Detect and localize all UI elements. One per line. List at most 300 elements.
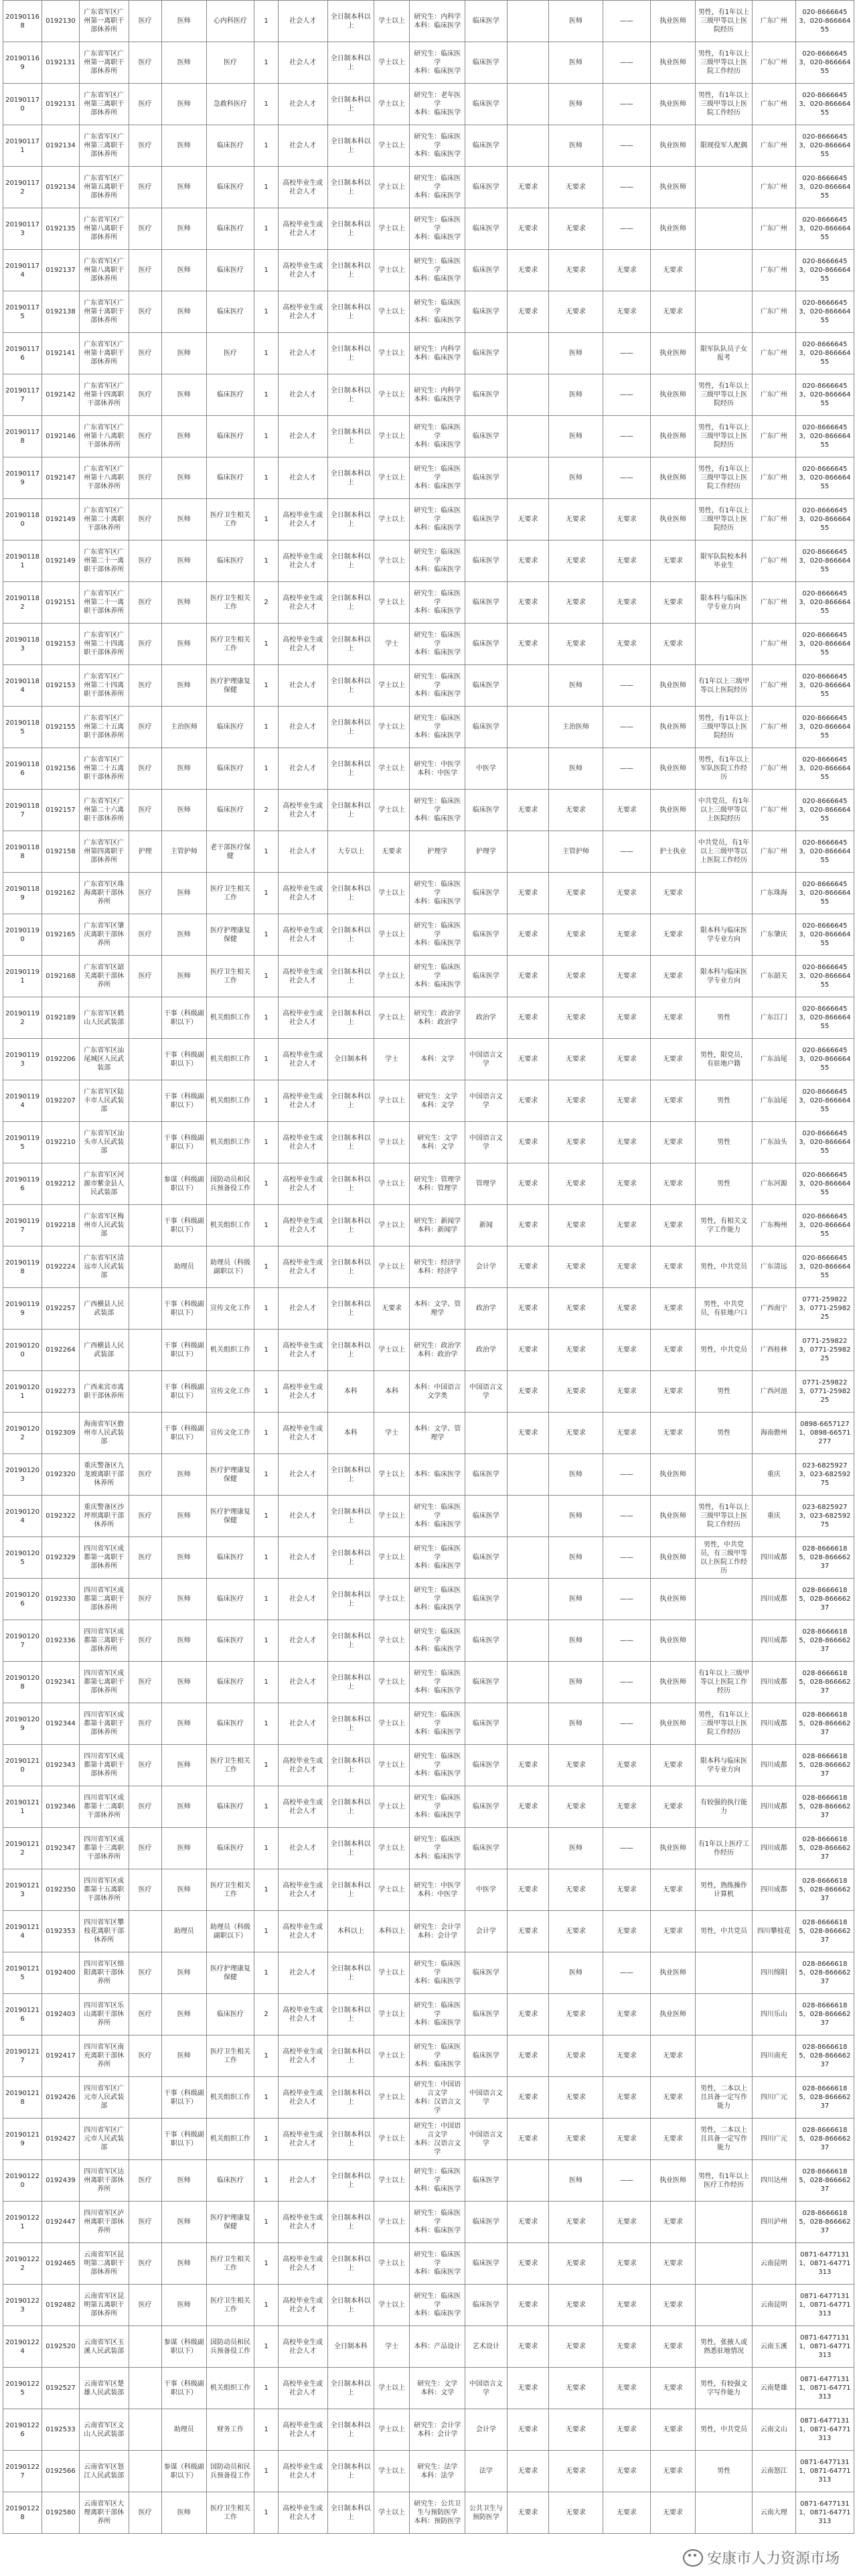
cell-location: 广东广州 — [752, 374, 795, 416]
cell-contact-phone: 020-86666453，020-86666455 — [795, 1122, 854, 1163]
cell-major: 研究生：临床医学 本科：临床医学 — [410, 1620, 465, 1662]
cell-job-code: 201901187 — [3, 790, 42, 831]
cell-unit-name: 四川省军区绵阳离职干部休养所 — [79, 1952, 129, 1994]
cell-job-code: 201901211 — [3, 1786, 42, 1828]
cell-major-category: 临床医学 — [465, 665, 508, 707]
cell-position-code: 0192417 — [42, 2035, 80, 2077]
cell-work-content: 机关组织工作 — [206, 1330, 254, 1371]
cell-headcount: 1 — [254, 1122, 279, 1163]
cell-major: 本科：文学 — [410, 1039, 465, 1080]
cell-unit-name: 广东省军区梅州市人民武装部 — [79, 1205, 129, 1246]
cell-title: 医师 — [549, 1662, 603, 1703]
table-row — [3, 374, 854, 416]
cell-job-code: 201901228 — [3, 2492, 42, 2534]
cell-contact-phone: 0871-64771311，0871-64771313 — [795, 2326, 854, 2368]
cell-category: 医疗 — [129, 2160, 161, 2202]
cell-category: 医疗 — [129, 956, 161, 997]
cell-education: 全日制本科以上 — [327, 291, 374, 333]
cell-major-category: 临床医学 — [465, 374, 508, 416]
cell-political-status: 无要求 — [507, 499, 549, 541]
table-row — [3, 1537, 854, 1579]
cell-education: 大专以上 — [327, 831, 374, 873]
cell-other-requirements: 男性，中共党员 — [696, 1330, 753, 1371]
cell-title: 无要求 — [549, 914, 603, 956]
cell-major-category: 中国语言文学 — [465, 2077, 508, 2119]
cell-degree: 学士以上 — [374, 1828, 410, 1869]
cell-location: 广西南宁 — [752, 1288, 795, 1330]
cell-position-name: 干事（科级副职以下） — [161, 997, 206, 1039]
table-row — [3, 873, 854, 914]
cell-unit-name: 广东省军区韶关离职干部休养所 — [79, 956, 129, 997]
cell-category: 医疗 — [129, 1662, 161, 1703]
cell-position-name: 医师 — [161, 956, 206, 997]
cell-work-content: 临床医疗 — [206, 208, 254, 250]
cell-category: 医疗 — [129, 42, 161, 84]
cell-work-content: 机关组织工作 — [206, 1122, 254, 1163]
cell-other-requirements — [696, 208, 753, 250]
cell-cert-level: —— — [603, 748, 650, 790]
cell-work-content: 医疗 — [206, 42, 254, 84]
cell-political-status: 无要求 — [507, 997, 549, 1039]
cell-political-status: 无要求 — [507, 2077, 549, 2119]
cell-position-code: 0192153 — [42, 624, 80, 665]
cell-degree: 学士以上 — [374, 416, 410, 457]
cell-qualification: 无要求 — [651, 1869, 696, 1911]
table-row — [3, 1828, 854, 1869]
cell-headcount: 1 — [254, 831, 279, 873]
cell-unit-name: 广东省军区广州第十离职干部休养所 — [79, 333, 129, 374]
cell-location: 广东广州 — [752, 748, 795, 790]
cell-political-status: 无要求 — [507, 1039, 549, 1080]
cell-category: 医疗 — [129, 914, 161, 956]
cell-unit-name: 四川省军区成都第十二离职干部休养所 — [79, 1786, 129, 1828]
cell-contact-phone: 028-86666185，028-86666237 — [795, 1579, 854, 1620]
cell-title: 医师 — [549, 1620, 603, 1662]
cell-job-code: 201901227 — [3, 2451, 42, 2492]
cell-position-name: 医师 — [161, 333, 206, 374]
watermark-text: 安康市人力资源市场 — [706, 2551, 840, 2567]
cell-position-code: 0192157 — [42, 790, 80, 831]
cell-title: 无要求 — [549, 541, 603, 582]
cell-qualification: 无要求 — [651, 2409, 696, 2451]
cell-other-requirements: 男性，有1年以上三级甲等以上医院工作经历 — [696, 457, 753, 499]
cell-other-requirements — [696, 1994, 753, 2035]
cell-headcount: 1 — [254, 2326, 279, 2368]
cell-major-category: 临床医学 — [465, 1994, 508, 2035]
cell-cert-level: 无要求 — [603, 1786, 650, 1828]
cell-qualification: 执业医师 — [651, 1952, 696, 1994]
cell-contact-phone: 028-86666185，028-86666237 — [795, 1994, 854, 2035]
cell-major: 本科：中国语言文学类 — [410, 1371, 465, 1413]
cell-position-name: 医师 — [161, 914, 206, 956]
cell-headcount: 1 — [254, 1205, 279, 1246]
cell-location: 广东清远 — [752, 1246, 795, 1288]
cell-education: 全日制本科以上 — [327, 1246, 374, 1288]
cell-cert-level: 无要求 — [603, 2077, 650, 2119]
cell-recruit-target: 高校毕业生或社会人才 — [278, 873, 327, 914]
table-row — [3, 84, 854, 125]
cell-position-name: 干事（科级副职以下） — [161, 2119, 206, 2160]
cell-headcount: 1 — [254, 1080, 279, 1122]
cell-degree: 学士以上 — [374, 748, 410, 790]
cell-degree: 学士以上 — [374, 2243, 410, 2285]
cell-recruit-target: 高校毕业生或社会人才 — [278, 956, 327, 997]
cell-other-requirements: 男性 — [696, 1080, 753, 1122]
cell-qualification: 执业医师 — [651, 1579, 696, 1620]
cell-position-name: 医师 — [161, 1703, 206, 1745]
cell-degree: 学士以上 — [374, 1454, 410, 1496]
cell-qualification: 无要求 — [651, 1745, 696, 1786]
cell-cert-level: 无要求 — [603, 1246, 650, 1288]
cell-title: 无要求 — [549, 167, 603, 208]
cell-contact-phone: 0871-64771311，0871-64771313 — [795, 2285, 854, 2326]
cell-headcount: 1 — [254, 1745, 279, 1786]
cell-education: 全日制本科以上 — [327, 2119, 374, 2160]
cell-qualification: 无要求 — [651, 2368, 696, 2409]
cell-cert-level: 无要求 — [603, 873, 650, 914]
cell-major: 护理学 — [410, 831, 465, 873]
cell-title: 无要求 — [549, 1330, 603, 1371]
cell-cert-level: 无要求 — [603, 2451, 650, 2492]
cell-job-code: 201901209 — [3, 1703, 42, 1745]
cell-title: 无要求 — [549, 873, 603, 914]
cell-major: 研究生：临床医学 本科：临床医学 — [410, 1703, 465, 1745]
cell-category: 医疗 — [129, 790, 161, 831]
cell-contact-phone: 020-86666453，020-86666455 — [795, 873, 854, 914]
cell-major: 研究生：文学 本科：文学 — [410, 2368, 465, 2409]
table-row — [3, 167, 854, 208]
cell-major-category: 临床医学 — [465, 2285, 508, 2326]
cell-cert-level: 无要求 — [603, 2409, 650, 2451]
cell-job-code: 201901213 — [3, 1869, 42, 1911]
cell-category: 医疗 — [129, 1579, 161, 1620]
cell-major-category: 会计学 — [465, 1246, 508, 1288]
cell-degree: 学士以上 — [374, 2119, 410, 2160]
cell-major: 研究生：临床医学 本科：临床医学 — [410, 1952, 465, 1994]
cell-title: 无要求 — [549, 2326, 603, 2368]
cell-contact-phone: 028-86666185，028-86666237 — [795, 1662, 854, 1703]
cell-recruit-target: 高校毕业生或社会人才 — [278, 2326, 327, 2368]
cell-degree: 学士以上 — [374, 2077, 410, 2119]
cell-title: 无要求 — [549, 2368, 603, 2409]
cell-major-category: 中国语言文学 — [465, 1122, 508, 1163]
cell-recruit-target: 高校毕业生或社会人才 — [278, 1330, 327, 1371]
cell-category: 医疗 — [129, 873, 161, 914]
cell-education: 全日制本科以上 — [327, 1620, 374, 1662]
cell-position-name: 医师 — [161, 1662, 206, 1703]
cell-category: 医疗 — [129, 84, 161, 125]
cell-major-category: 临床医学 — [465, 167, 508, 208]
cell-political-status: 无要求 — [507, 914, 549, 956]
cell-position-name: 医师 — [161, 582, 206, 624]
cell-title: 无要求 — [549, 1911, 603, 1952]
cell-recruit-target: 社会人才 — [278, 707, 327, 748]
cell-education: 全日制本科以上 — [327, 956, 374, 997]
cell-category: 医疗 — [129, 250, 161, 291]
cell-title: 无要求 — [549, 997, 603, 1039]
cell-recruit-target: 高校毕业生或社会人才 — [278, 997, 327, 1039]
cell-position-code: 0192165 — [42, 914, 80, 956]
cell-work-content: 医疗 — [206, 333, 254, 374]
cell-unit-name: 广东省军区汕头市人民武装部 — [79, 1122, 129, 1163]
cell-unit-name: 广东省军区广州第十八离职干部休养所 — [79, 416, 129, 457]
cell-other-requirements — [696, 1454, 753, 1496]
cell-work-content: 国防动员和民兵预备役工作 — [206, 2451, 254, 2492]
cell-job-code: 201901224 — [3, 2326, 42, 2368]
cell-position-name: 医师 — [161, 250, 206, 291]
cell-major-category: 会计学 — [465, 2409, 508, 2451]
cell-unit-name: 广东省军区汕尾城区人民武装部 — [79, 1039, 129, 1080]
cell-education: 全日制本科以上 — [327, 1496, 374, 1537]
cell-work-content: 宣传文化工作 — [206, 1413, 254, 1454]
cell-qualification: 无要求 — [651, 2202, 696, 2243]
cell-position-code: 0192162 — [42, 873, 80, 914]
cell-category: 医疗 — [129, 1869, 161, 1911]
cell-location: 四川成都 — [752, 1703, 795, 1745]
cell-contact-phone: 028-86666185，028-86666237 — [795, 2035, 854, 2077]
cell-political-status — [507, 84, 549, 125]
cell-education: 全日制本科以上 — [327, 1869, 374, 1911]
cell-category: 医疗 — [129, 582, 161, 624]
table-row — [3, 2160, 854, 2202]
cell-position-name: 医师 — [161, 2202, 206, 2243]
cell-degree: 学士以上 — [374, 291, 410, 333]
cell-location: 广东广州 — [752, 499, 795, 541]
cell-recruit-target: 高校毕业生或社会人才 — [278, 2492, 327, 2534]
cell-title: 医师 — [549, 665, 603, 707]
cell-contact-phone: 028-86666185，028-86666237 — [795, 2077, 854, 2119]
cell-education: 全日制本科以上 — [327, 2492, 374, 2534]
cell-major: 研究生：临床医学 本科：临床医学 — [410, 1496, 465, 1537]
cell-work-content: 临床医疗 — [206, 748, 254, 790]
cell-unit-name: 云南省军区昆明第二离职干部休养所 — [79, 2243, 129, 2285]
cell-cert-level: 无要求 — [603, 541, 650, 582]
cell-work-content: 机关组织工作 — [206, 997, 254, 1039]
cell-degree: 学士 — [374, 1039, 410, 1080]
cell-political-status — [507, 1952, 549, 1994]
cell-position-name: 医师 — [161, 624, 206, 665]
cell-category: 医疗 — [129, 1620, 161, 1662]
cell-category — [129, 2077, 161, 2119]
cell-degree: 学士以上 — [374, 1703, 410, 1745]
cell-qualification: 执业医师 — [651, 499, 696, 541]
cell-political-status — [507, 374, 549, 416]
cell-degree: 学士以上 — [374, 1080, 410, 1122]
table-row — [3, 291, 854, 333]
cell-other-requirements — [696, 1952, 753, 1994]
cell-contact-phone: 020-86666453，020-86666455 — [795, 831, 854, 873]
cell-political-status: 无要求 — [507, 624, 549, 665]
cell-position-name: 医师 — [161, 457, 206, 499]
cell-title: 无要求 — [549, 1080, 603, 1122]
cell-other-requirements: 男性 — [696, 997, 753, 1039]
cell-category — [129, 1330, 161, 1371]
cell-qualification: 执业医师 — [651, 84, 696, 125]
cell-recruit-target: 高校毕业生或社会人才 — [278, 1122, 327, 1163]
cell-political-status: 无要求 — [507, 1911, 549, 1952]
cell-recruit-target: 社会人才 — [278, 1620, 327, 1662]
cell-cert-level: —— — [603, 374, 650, 416]
cell-contact-phone: 020-86666453，020-86666455 — [795, 624, 854, 665]
cell-major: 研究生：文学 本科：文学 — [410, 1122, 465, 1163]
cell-unit-name: 云南省军区昆明第五离职干部休养所 — [79, 2285, 129, 2326]
cell-title: 医师 — [549, 1, 603, 42]
cell-job-code: 201901184 — [3, 665, 42, 707]
cell-headcount: 1 — [254, 1454, 279, 1496]
cell-political-status — [507, 457, 549, 499]
cell-contact-phone: 020-86666453，020-86666455 — [795, 333, 854, 374]
table-row — [3, 1620, 854, 1662]
cell-headcount: 2 — [254, 582, 279, 624]
cell-position-code: 0192439 — [42, 2160, 80, 2202]
cell-recruit-target: 高校毕业生或社会人才 — [278, 1371, 327, 1413]
cell-recruit-target: 社会人才 — [278, 1579, 327, 1620]
cell-category: 护理 — [129, 831, 161, 873]
cell-position-name: 医师 — [161, 790, 206, 831]
cell-title: 无要求 — [549, 499, 603, 541]
cell-political-status — [507, 333, 549, 374]
cell-degree: 学士以上 — [374, 707, 410, 748]
cell-job-code: 201901196 — [3, 1163, 42, 1205]
cell-other-requirements: 有1年以上三级甲等以上医院工作经历 — [696, 1662, 753, 1703]
cell-title: 医师 — [549, 1703, 603, 1745]
cell-political-status — [507, 2160, 549, 2202]
cell-location: 四川乐山 — [752, 1994, 795, 2035]
cell-work-content: 国防动员和民兵预备役工作 — [206, 1163, 254, 1205]
cell-category: 医疗 — [129, 541, 161, 582]
cell-headcount: 1 — [254, 1288, 279, 1330]
cell-work-content: 老干部医疗保健 — [206, 831, 254, 873]
cell-headcount: 2 — [254, 790, 279, 831]
cell-location: 四川成都 — [752, 1828, 795, 1869]
cell-major: 研究生：文学 本科：文学 — [410, 1080, 465, 1122]
cell-title: 无要求 — [549, 582, 603, 624]
cell-other-requirements: 男性，有相关文字工作能力 — [696, 1205, 753, 1246]
cell-major-category: 临床医学 — [465, 291, 508, 333]
cell-position-name: 干事（科级副职以下） — [161, 1080, 206, 1122]
cell-location: 四川成都 — [752, 1579, 795, 1620]
cell-recruit-target: 高校毕业生或社会人才 — [278, 2202, 327, 2243]
cell-unit-name: 广东省军区广州第四离职干部休养所 — [79, 831, 129, 873]
cell-degree: 学士以上 — [374, 790, 410, 831]
cell-title: 医师 — [549, 333, 603, 374]
cell-position-code: 0192149 — [42, 499, 80, 541]
cell-location: 广东河源 — [752, 1163, 795, 1205]
cell-job-code: 201901222 — [3, 2243, 42, 2285]
cell-headcount: 1 — [254, 1869, 279, 1911]
cell-title: 无要求 — [549, 624, 603, 665]
cell-unit-name: 云南省军区大理离职干部休养所 — [79, 2492, 129, 2534]
cell-category: 医疗 — [129, 1703, 161, 1745]
cell-education: 全日制本科以上 — [327, 2368, 374, 2409]
cell-major: 研究生：临床医学 本科：临床医学 — [410, 42, 465, 84]
cell-cert-level: 无要求 — [603, 499, 650, 541]
table-row — [3, 1496, 854, 1537]
cell-qualification: 无要求 — [651, 1330, 696, 1371]
cell-work-content: 机关组织工作 — [206, 1039, 254, 1080]
cell-position-name: 主治医师 — [161, 707, 206, 748]
cell-degree: 学士以上 — [374, 914, 410, 956]
cell-location: 广东珠海 — [752, 873, 795, 914]
cell-degree: 本科 — [374, 1371, 410, 1413]
cell-political-status — [507, 1579, 549, 1620]
cell-position-code: 0192344 — [42, 1703, 80, 1745]
table-row — [3, 1288, 854, 1330]
table-row — [3, 2077, 854, 2119]
cell-job-code: 201901212 — [3, 1828, 42, 1869]
cell-other-requirements: 男性，中共党员 — [696, 2409, 753, 2451]
cell-cert-level: —— — [603, 1703, 650, 1745]
cell-education: 全日制本科以上 — [327, 208, 374, 250]
cell-unit-name: 四川省军区攀枝花离职干部休养所 — [79, 1911, 129, 1952]
cell-recruit-target: 高校毕业生或社会人才 — [278, 250, 327, 291]
cell-category: 医疗 — [129, 2492, 161, 2534]
cell-job-code: 201901182 — [3, 582, 42, 624]
cell-category: 医疗 — [129, 2035, 161, 2077]
cell-job-code: 201901185 — [3, 707, 42, 748]
cell-location: 广东广州 — [752, 831, 795, 873]
cell-political-status: 无要求 — [507, 1080, 549, 1122]
cell-position-code: 0192580 — [42, 2492, 80, 2534]
cell-political-status: 无要求 — [507, 2368, 549, 2409]
cell-location: 广东汕尾 — [752, 1080, 795, 1122]
cell-unit-name: 云南省军区楚雄人民武装部 — [79, 2368, 129, 2409]
cell-position-code: 0192329 — [42, 1537, 80, 1579]
cell-political-status — [507, 707, 549, 748]
cell-major: 研究生：临床医学 本科：临床医学 — [410, 790, 465, 831]
cell-political-status — [507, 1, 549, 42]
cell-contact-phone: 0771-2598223，0771-2598225 — [795, 1288, 854, 1330]
cell-unit-name: 四川省军区成都第十离职干部休养所 — [79, 1745, 129, 1786]
cell-major: 研究生：临床医学 本科：临床医学 — [410, 1994, 465, 2035]
cell-qualification: 无要求 — [651, 1911, 696, 1952]
cell-major-category: 临床医学 — [465, 1620, 508, 1662]
cell-position-name: 医师 — [161, 1, 206, 42]
cell-qualification: 无要求 — [651, 2077, 696, 2119]
cell-unit-name: 广东省军区广州第二十五离职干部休养所 — [79, 748, 129, 790]
cell-work-content: 机关组织工作 — [206, 2368, 254, 2409]
cell-headcount: 1 — [254, 167, 279, 208]
cell-major: 研究生：中医学 本科：中医学 — [410, 1869, 465, 1911]
cell-recruit-target: 高校毕业生或社会人才 — [278, 1205, 327, 1246]
cell-location: 四川绵阳 — [752, 1952, 795, 1994]
cell-recruit-target: 高校毕业生或社会人才 — [278, 1413, 327, 1454]
cell-location: 广东汕尾 — [752, 1039, 795, 1080]
cell-headcount: 1 — [254, 2160, 279, 2202]
cell-position-name: 医师 — [161, 1579, 206, 1620]
cell-headcount: 1 — [254, 997, 279, 1039]
job-table-body — [3, 1, 854, 2534]
cell-degree: 学士以上 — [374, 1122, 410, 1163]
cell-location: 广东广州 — [752, 457, 795, 499]
cell-education: 全日制本科以上 — [327, 1205, 374, 1246]
cell-headcount: 2 — [254, 1994, 279, 2035]
cell-title: 医师 — [549, 1828, 603, 1869]
cell-recruit-target: 高校毕业生或社会人才 — [278, 1246, 327, 1288]
cell-position-name: 医师 — [161, 1828, 206, 1869]
cell-education: 本科 — [327, 1371, 374, 1413]
cell-recruit-target: 社会人才 — [278, 1, 327, 42]
cell-unit-name: 广东省军区河源市紫金县人民武装部 — [79, 1163, 129, 1205]
cell-major: 研究生：临床医学 本科：临床医学 — [410, 665, 465, 707]
cell-location: 广东汕头 — [752, 1122, 795, 1163]
cell-recruit-target: 高校毕业生或社会人才 — [278, 790, 327, 831]
table-row — [3, 1205, 854, 1246]
cell-cert-level: 无要求 — [603, 2035, 650, 2077]
cell-qualification: 无要求 — [651, 291, 696, 333]
cell-location: 四川攀枝花 — [752, 1911, 795, 1952]
cell-headcount: 1 — [254, 499, 279, 541]
